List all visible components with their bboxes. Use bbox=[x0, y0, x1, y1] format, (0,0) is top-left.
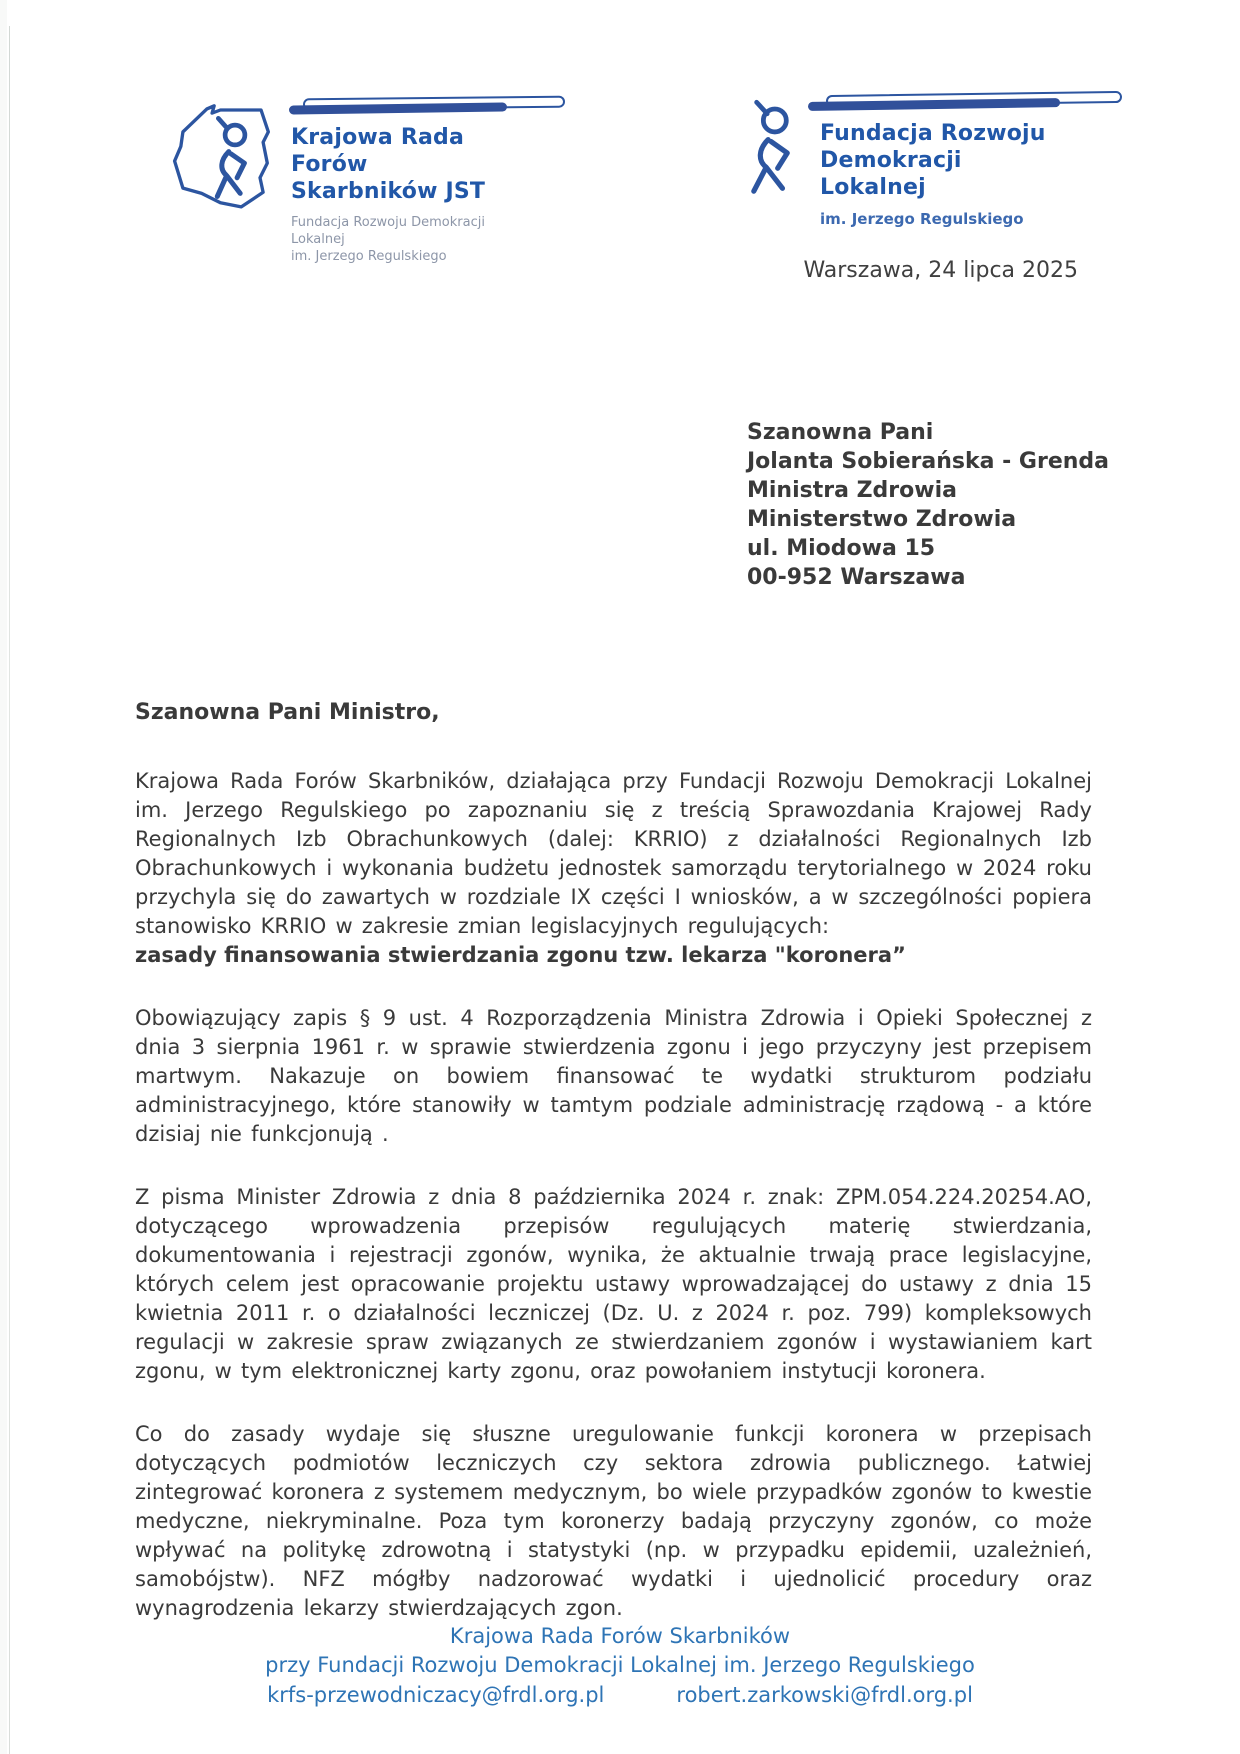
logo-bar-solid bbox=[289, 102, 507, 114]
logo-frdl bbox=[728, 92, 1058, 228]
paragraph-1-bold-line: zasady finansowania stwierdzania zgonu tzw. lekarza "koronera” bbox=[135, 943, 906, 967]
scan-edge-band bbox=[0, 0, 7, 1754]
footer-org-name: Krajowa Rada Forów Skarbników bbox=[449, 1624, 791, 1648]
paragraph-1: Krajowa Rada Forów Skarbników, działająca przy Fundacji Rozwoju Demokracji Lokalnej im. Jerzego Regulskiego po zapoznaniu się z treścią Sprawozdania Krajowej Rady Regionalnych Izb Obrachunkowych (dalej: KRRIO) z działalności Regionalnych Izb Obrachunkowych i wykonania budżetu jednostek samorządu terytorialnego w 2024 roku przychyla się do zawartych w rozdziale IX części I wniosków, a w szczególności popiera stanowisko KRRIO w zakresie zmian legislacyjnych regulujących: bbox=[135, 769, 1092, 938]
recipient-line: Ministerstwo Zdrowia bbox=[747, 507, 1017, 532]
poland-map-person-icon bbox=[160, 96, 285, 265]
letter-body bbox=[135, 700, 1092, 1657]
logo-frdl-subtitle: im. Jerzego Regulskiego bbox=[820, 210, 1024, 228]
logo-krfs-bars bbox=[291, 96, 540, 116]
recipient-line: 00-952 Warszawa bbox=[747, 565, 966, 590]
logo-krfs bbox=[160, 96, 540, 265]
paragraph-3: Z pisma Minister Zdrowia z dnia 8 października 2024 r. znak: ZPM.054.224.20254.AO, dotyczącego wprowadzenia przepisów regulujących materię stwierdzania, dokumentowania i rejestracji zgonów, wynika, że aktualnie trwają prace legislacyjne, których celem jest opracowanie projektu ustawy wprowadzającej do ustawy z dnia 15 kwietnia 2011 r. o działalności leczniczej (Dz. U. z 2024 r. poz. 799) kompleksowych regulacji w zakresie spraw związanych ze stwierdzaniem zgonów i wystawianiem kart zgonu, w tym elektronicznej karty zgonu, oraz powołaniem instytucji koronera. bbox=[135, 1185, 1092, 1383]
logo-krfs-text bbox=[291, 96, 540, 265]
paragraph-2: Obowiązujący zapis § 9 ust. 4 Rozporządzenia Ministra Zdrowia i Opieki Społecznej z dnia 3 sierpnia 1961 r. w sprawie stwierdzenia zgonu i jego przyczyny jest przepisem martwym. Nakazuje on bowiem finansować te wydatki strukturom podziału administracyjnego, które stanowiły w tamtym podziale administrację rządową - a które dzisiaj nie funkcjonują . bbox=[135, 1006, 1092, 1146]
footer-emails bbox=[0, 1681, 1240, 1710]
recipient-block bbox=[747, 418, 1109, 592]
person-icon bbox=[728, 92, 814, 228]
footer-email-2: robert.zarkowski@frdl.org.pl bbox=[676, 1683, 973, 1707]
logo-frdl-title: Fundacja Rozwoju Demokracji Lokalnej bbox=[820, 121, 1046, 200]
logo-krfs-title: Krajowa Rada Forów Skarbników JST bbox=[291, 125, 486, 204]
logo-frdl-text bbox=[820, 92, 1058, 228]
recipient-line: Jolanta Sobierańska - Grenda bbox=[747, 449, 1110, 474]
recipient-line: Szanowna Pani bbox=[747, 420, 934, 445]
logo-krfs-subtitle: Fundacja Rozwoju Demokracji Lokalnej im. Jerzego Regulskiego bbox=[291, 215, 485, 264]
recipient-line: Ministra Zdrowia bbox=[747, 478, 957, 503]
footer-org-affiliation: przy Fundacji Rozwoju Demokracji Lokalnej im. Jerzego Regulskiego bbox=[265, 1653, 975, 1677]
salutation: Szanowna Pani Ministro, bbox=[135, 700, 440, 725]
footer-email-1: krfs-przewodniczacy@frdl.org.pl bbox=[267, 1683, 605, 1707]
scan-edge-line bbox=[9, 26, 10, 1754]
date-line: Warszawa, 24 lipca 2025 bbox=[803, 258, 1078, 283]
logo-frdl-bars bbox=[820, 92, 1058, 112]
recipient-line: ul. Miodowa 15 bbox=[747, 536, 936, 561]
paragraph-4: Co do zasady wydaje się słuszne uregulowanie funkcji koronera w przepisach dotyczących podmiotów leczniczych czy sektora zdrowia publicznego. Łatwiej zintegrować koronera z systemem medycznym, bo wiele przypadków zgonów to kwestie medyczne, niekryminalne. Poza tym koronerzy badają przyczyny zgonów, co może wpływać na politykę zdrowotną i statystyki (np. w przypadku epidemii, uzależnień, samobójstw). NFZ mógłby nadzorować wydatki i ujednolicić procedury oraz wynagrodzenia lekarzy stwierdzających zgon. bbox=[135, 1422, 1092, 1620]
letter-footer bbox=[0, 1622, 1240, 1710]
